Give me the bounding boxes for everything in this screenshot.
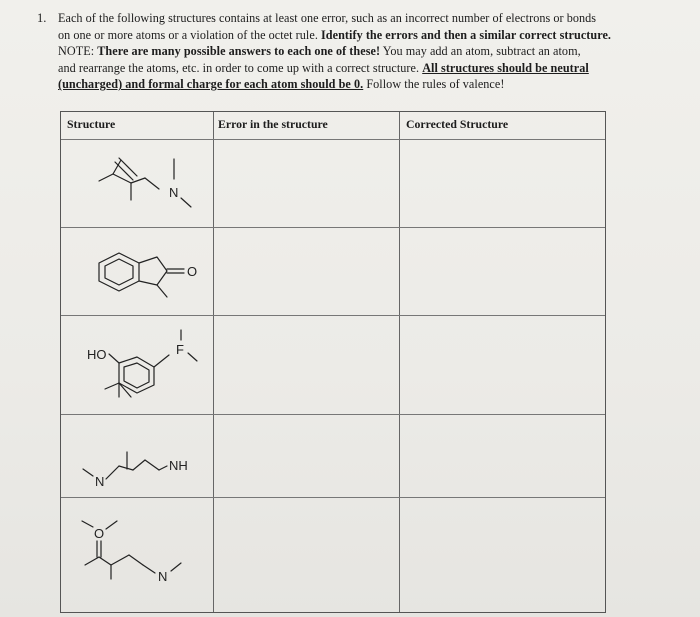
structure-1-molecule: [61, 112, 213, 227]
structure-5-molecule: [61, 497, 213, 612]
question-line-5a: (uncharged) and formal charge for each atom should be 0.: [58, 77, 364, 92]
question-line-4a: and rearrange the atoms, etc. in order to come up with a correct structure.: [58, 60, 423, 75]
question-line-2a: on one or more atoms or a violation of the octet rule.: [58, 27, 322, 42]
question-line-1: Each of the following structures contains at least one error, such as an incorrect number of electrons or bonds: [58, 11, 597, 25]
atom-label: NH: [169, 458, 188, 473]
question-line-2b: Identify the errors and then a similar correct structure.: [321, 27, 612, 42]
header-corrected: Corrected Structure: [406, 117, 509, 131]
atom-label: HO: [87, 347, 107, 362]
atom-label: O: [187, 264, 198, 279]
question-line-5b: Follow the rules of valence!: [363, 77, 505, 92]
question-line-4b: All structures should be neutral: [422, 60, 589, 75]
question-line-3c: You may add an atom, subtract an atom,: [380, 44, 581, 59]
structure-3-molecule: [61, 315, 213, 414]
structure-4-molecule: [61, 414, 213, 497]
column-divider: [399, 112, 400, 612]
atom-label: O: [94, 526, 105, 541]
structures-table: [60, 111, 606, 613]
header-error: Error in the structure: [218, 117, 328, 131]
atom-label: N: [95, 474, 105, 489]
atom-label: F: [176, 342, 184, 357]
column-divider: [213, 112, 214, 612]
atom-label: N: [169, 185, 179, 200]
question-text: [58, 10, 618, 93]
header-structure: Structure: [67, 117, 116, 131]
structure-2-molecule: [61, 227, 213, 315]
question-line-3b: There are many possible answers to each one of these!: [97, 44, 381, 59]
question-line-3a: NOTE:: [58, 44, 98, 59]
atom-label: N: [158, 569, 168, 584]
question-number: 1.: [37, 11, 47, 25]
